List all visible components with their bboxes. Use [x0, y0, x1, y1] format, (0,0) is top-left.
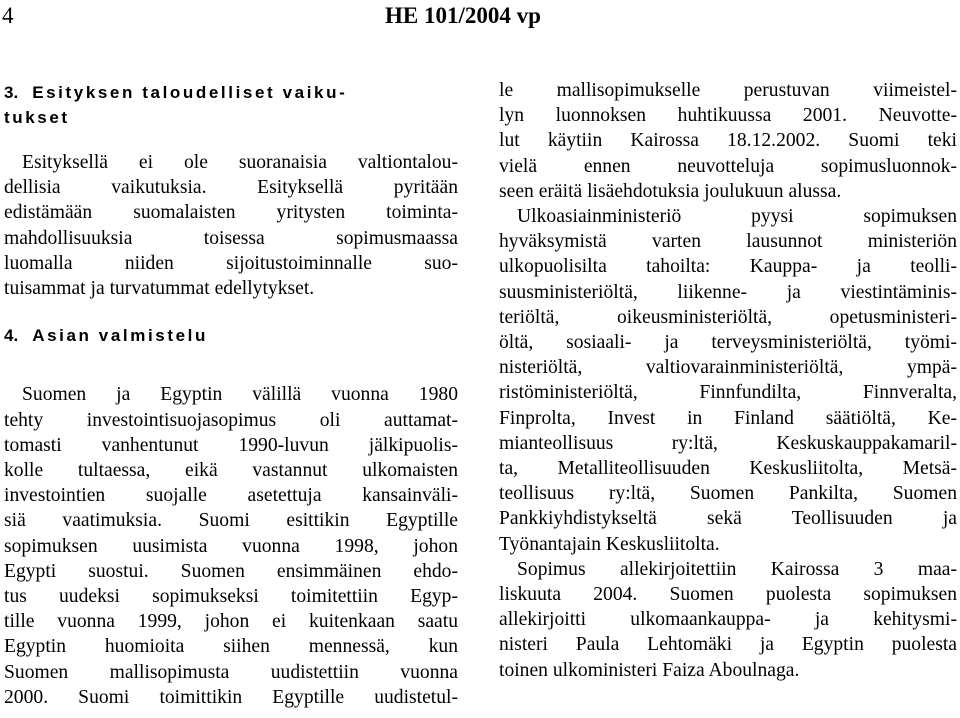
- text-line: toinen ulkoministeri Faiza Aboulnaga.: [499, 659, 800, 681]
- text-line: ulkopuolisilta tahoilta: Kauppa- ja teolli-: [499, 256, 957, 278]
- text-line: seen eräitä lisäehdotuksia joulukuun alussa.: [499, 180, 842, 202]
- text-line: tus uudeksi sopimukseksi toimitettiin Egyp-: [4, 586, 458, 608]
- text-line: sopimuksen uusimista vuonna 1998, johon: [4, 535, 458, 557]
- signing-paragraph: [499, 557, 957, 683]
- text-line: nisteri Paula Lehtomäki ja Egyptin puolesta: [499, 634, 957, 656]
- section-3-title-line-2: tukset: [4, 108, 70, 128]
- text-line: tehty investointisuojasopimus oli auttamat-: [4, 409, 458, 431]
- left-column: [4, 80, 458, 710]
- text-line: ta, Metalliteollisuuden Keskusliitolta, Metsä-: [499, 458, 957, 480]
- text-line: tomasti vanhentunut 1990-luvun jälkipuolis-: [4, 434, 458, 456]
- text-line: le mallisopimukselle perustuvan viimeistel-: [499, 80, 957, 101]
- text-line: Egyptin huomioita siihen mennessä, kun: [4, 636, 458, 658]
- text-line: nisteriöltä, valtiovarainministeriöltä, ympä-: [499, 357, 957, 379]
- right-column: [499, 78, 957, 683]
- text-line: 2000. Suomi toimittikin Egyptille uudistetul-: [4, 686, 458, 708]
- section-4-heading: [4, 323, 458, 348]
- text-line: suusministeriöltä, liikenne- ja viestintäminis-: [499, 281, 957, 303]
- text-line: lut käytiin Kairossa 18.12.2002. Suomi teki: [499, 130, 957, 152]
- text-line: kolle tultaessa, eikä vastannut ulkomaisten: [4, 460, 458, 482]
- text-line: siä vaatimuksia. Suomi esittikin Egyptille: [4, 510, 458, 532]
- section-4-title: Asian valmistelu: [32, 326, 208, 346]
- section-3-title-line-1: Esityksen taloudelliset vaiku-: [32, 83, 348, 102]
- text-line: Finprolta, Invest in Finland säätiöltä, Ke-: [499, 407, 957, 429]
- text-line: teriöltä, oikeusministeriöltä, opetusministeri-: [499, 306, 957, 328]
- text-line: dellisia vaikutuksia. Esityksellä pyritään: [4, 177, 458, 199]
- text-line: Egypti suostui. Suomen ensimmäinen ehdo-: [4, 560, 458, 582]
- text-line: Suomen mallisopimusta uudistettiin vuonna: [4, 661, 458, 683]
- section-3-heading: [4, 80, 458, 130]
- negotiation-paragraph: [499, 78, 957, 204]
- document-id: HE 101/2004 vp: [385, 3, 541, 28]
- text-line: Työnantajain Keskusliitolta.: [499, 533, 720, 555]
- page-number: 4: [2, 3, 14, 28]
- text-line: allekirjoitti ulkomaankauppa- ja kehitysmi-: [499, 609, 957, 631]
- text-line: edistämään suomalaisten yritysten toiminta-: [4, 202, 458, 224]
- text-line: mahdollisuuksia toisessa sopimusmaassa: [4, 227, 458, 249]
- text-line: investointien suojalle asetettuja kansainväli-: [4, 485, 458, 507]
- section-4-number: 4.: [4, 326, 19, 346]
- text-line: lyn luonnoksen huhtikuussa 2001. Neuvotte-: [499, 105, 957, 127]
- text-line: Ulkoasiainministeriö pyysi sopimuksen: [517, 206, 957, 228]
- text-line: vielä ennen neuvotteluja sopimusluonnok-: [499, 155, 957, 177]
- text-line: tuisammat ja turvatummat edellytykset.: [4, 278, 315, 300]
- text-line: öltä, sosiaali- ja terveysministeriöltä, työmi-: [499, 332, 957, 354]
- text-line: ristöministeriöltä, Finnfundilta, Finnveralta,: [499, 382, 957, 404]
- text-line: luomalla niiden sijoitustoiminnalle suo-: [4, 252, 458, 274]
- text-line: mianteollisuus ry:ltä, Keskuskauppakamaril-: [499, 432, 957, 454]
- text-line: liskuuta 2004. Suomen puolesta sopimuksen: [499, 584, 957, 606]
- text-line: tille vuonna 1999, johon ei kuitenkaan saatu: [4, 611, 458, 633]
- section-3-paragraph: [4, 150, 458, 301]
- section-3-number: 3.: [4, 83, 19, 102]
- section-4-paragraph: [4, 382, 458, 710]
- text-line: Sopimus allekirjoitettiin Kairossa 3 maa-: [517, 558, 957, 580]
- text-line: teollisuus ry:ltä, Suomen Pankilta, Suomen: [499, 483, 957, 505]
- text-line: Pankkiyhdistykseltä sekä Teollisuuden ja: [499, 508, 957, 530]
- text-line: Suomen ja Egyptin välillä vuonna 1980: [22, 384, 458, 406]
- text-line: hyväksymistä varten lausunnot ministeriön: [499, 231, 957, 253]
- text-line: Esityksellä ei ole suoranaisia valtiontalou-: [22, 152, 458, 173]
- consultation-paragraph: [499, 204, 957, 557]
